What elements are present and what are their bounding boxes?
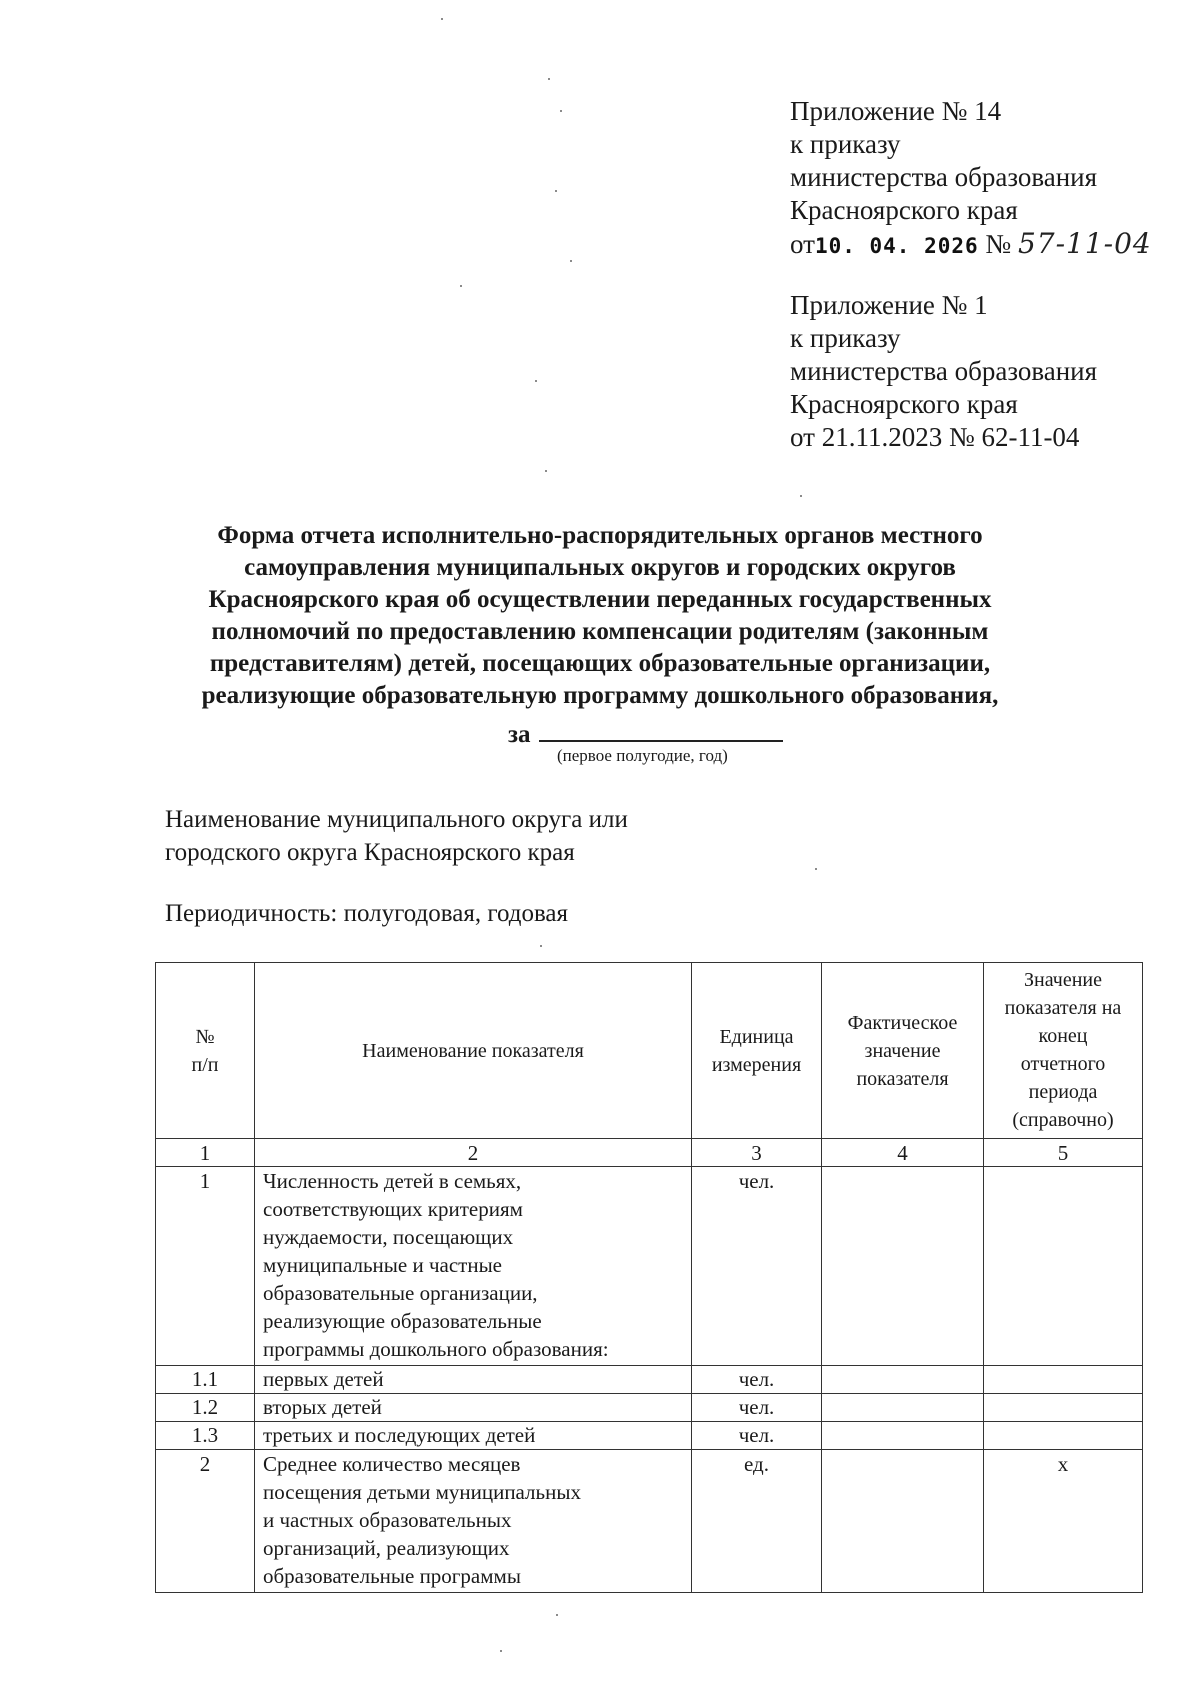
- row-reference-cell[interactable]: [984, 1422, 1143, 1450]
- scan-speck: [555, 190, 557, 192]
- row-actual-cell[interactable]: [822, 1394, 984, 1422]
- appendix-1-title: Приложение № 1: [790, 290, 988, 320]
- scan-speck: [500, 1650, 502, 1652]
- scan-speck: [800, 495, 802, 497]
- appendix-1-block: [790, 289, 1190, 454]
- scan-speck: [570, 260, 572, 262]
- period-blank-line[interactable]: [539, 718, 783, 742]
- municipality-line2: городского округа Красноярского края: [165, 839, 575, 866]
- row-num: 1.3: [156, 1422, 255, 1450]
- row-num: 1.2: [156, 1394, 255, 1422]
- row-reference-cell[interactable]: [984, 1167, 1143, 1366]
- column-number: 5: [984, 1139, 1143, 1167]
- appendix-14-line4: Красноярского края: [790, 195, 1018, 225]
- row-name: Среднее количество месяцев посещения детьми муниципальных и частных образовательных организаций, реализующих образовательные программы: [255, 1450, 692, 1593]
- date-stamp: 10. 04. 2026: [814, 234, 979, 258]
- table-header-row: [156, 963, 1143, 1139]
- column-number: 1: [156, 1139, 255, 1167]
- row-actual-cell[interactable]: [822, 1450, 984, 1593]
- period-field: [508, 718, 783, 749]
- table-row: [156, 1366, 1143, 1394]
- appendix-14-line3: министерства образования: [790, 162, 1098, 192]
- row-reference-cell[interactable]: х: [984, 1450, 1143, 1593]
- form-title: [150, 520, 1050, 712]
- row-unit: чел.: [692, 1167, 822, 1366]
- title-line: Красноярского края об осуществлении переданных государственных: [208, 586, 992, 613]
- periodicity-label: Периодичность: полугодовая, годовая: [165, 900, 569, 927]
- table-row: [156, 1422, 1143, 1450]
- header-actual: Фактическое значение показателя: [822, 963, 984, 1139]
- appendix-14-block: [790, 95, 1190, 263]
- row-unit: чел.: [692, 1422, 822, 1450]
- row-num: 1: [156, 1167, 255, 1366]
- header-reference: Значение показателя на конец отчетного периода (справочно): [984, 963, 1143, 1139]
- row-num: 1.1: [156, 1366, 255, 1394]
- scan-speck: [815, 868, 817, 870]
- table-row: [156, 1394, 1143, 1422]
- row-num: 2: [156, 1450, 255, 1593]
- municipality-label: [165, 803, 628, 869]
- row-actual-cell[interactable]: [822, 1167, 984, 1366]
- municipality-line1: Наименование муниципального округа или: [165, 806, 628, 833]
- column-number: 3: [692, 1139, 822, 1167]
- appendix-1-line5: от 21.11.2023 № 62-11-04: [790, 422, 1080, 452]
- column-number: 2: [255, 1139, 692, 1167]
- scan-speck: [540, 945, 542, 947]
- period-hint: (первое полугодие, год): [557, 746, 728, 765]
- scan-speck: [545, 470, 547, 472]
- period-prefix: за: [508, 721, 531, 748]
- row-name: Численность детей в семьях, соответствующих критериям нуждаемости, посещающих муниципальные и частные образовательные организации, реализующие образовательные программы дошкольного образования:: [255, 1167, 692, 1366]
- appendix-1-line3: министерства образования: [790, 356, 1098, 386]
- date-prefix: от: [790, 229, 815, 259]
- header-num: № п/п: [156, 963, 255, 1139]
- scan-speck: [460, 285, 462, 287]
- row-actual-cell[interactable]: [822, 1366, 984, 1394]
- scan-speck: [548, 78, 550, 80]
- appendix-1-line4: Красноярского края: [790, 389, 1018, 419]
- handwritten-number: 57-11-04: [1017, 227, 1152, 260]
- title-line: Форма отчета исполнительно-распорядительных органов местного: [217, 522, 983, 549]
- header-unit: Единица измерения: [692, 963, 822, 1139]
- title-line: самоуправления муниципальных округов и городских округов: [244, 554, 956, 581]
- report-table: [155, 962, 1143, 1593]
- header-name: Наименование показателя: [255, 963, 692, 1139]
- appendix-1-line2: к приказу: [790, 323, 901, 353]
- row-unit: чел.: [692, 1366, 822, 1394]
- row-unit: ед.: [692, 1450, 822, 1593]
- row-actual-cell[interactable]: [822, 1422, 984, 1450]
- number-prefix: №: [985, 229, 1012, 259]
- scan-speck: [556, 1614, 558, 1616]
- title-line: полномочий по предоставлению компенсации родителям (законным: [211, 618, 989, 645]
- appendix-14-date-line: [790, 227, 1190, 263]
- scan-speck: [441, 18, 443, 20]
- row-name: вторых детей: [255, 1394, 692, 1422]
- row-reference-cell[interactable]: [984, 1366, 1143, 1394]
- scan-speck: [560, 110, 562, 112]
- table-row: [156, 1450, 1143, 1593]
- appendix-14-title: Приложение № 14: [790, 96, 1002, 126]
- column-number-row: [156, 1139, 1143, 1167]
- row-reference-cell[interactable]: [984, 1394, 1143, 1422]
- row-unit: чел.: [692, 1394, 822, 1422]
- column-number: 4: [822, 1139, 984, 1167]
- title-line: представителям) детей, посещающих образовательные организации,: [209, 650, 991, 677]
- row-name: третьих и последующих детей: [255, 1422, 692, 1450]
- title-line: реализующие образовательную программу дошкольного образования,: [201, 682, 999, 709]
- scan-speck: [535, 380, 537, 382]
- row-name: первых детей: [255, 1366, 692, 1394]
- table-row: [156, 1167, 1143, 1366]
- appendix-14-line2: к приказу: [790, 129, 901, 159]
